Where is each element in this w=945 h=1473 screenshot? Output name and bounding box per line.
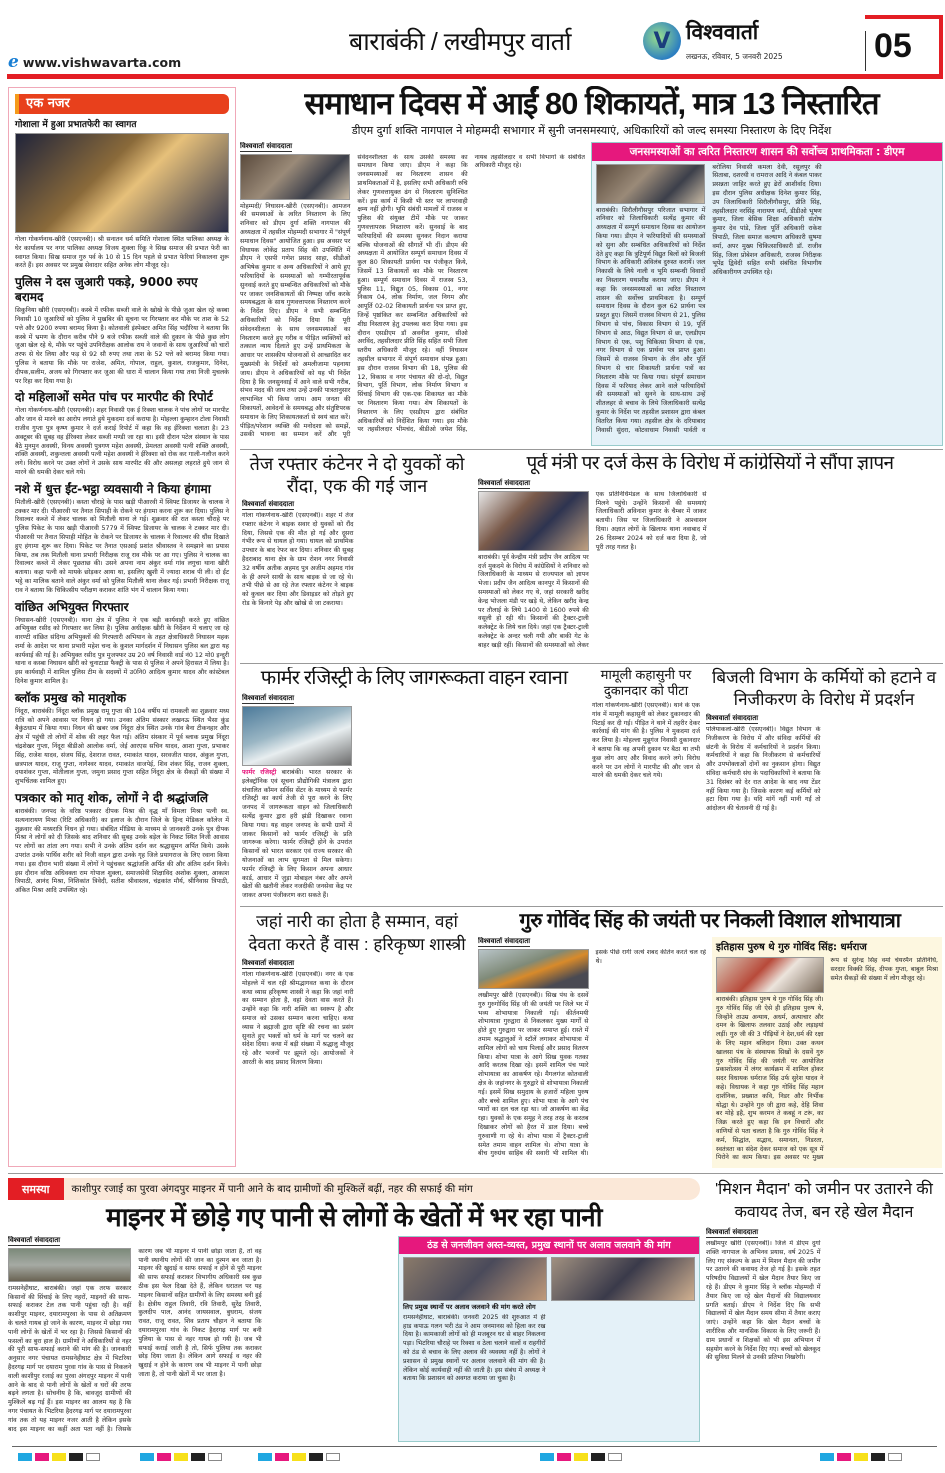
masthead <box>0 0 945 80</box>
mamuli-headline: मामूली कहासुनी पर दुकानदार को पीटा <box>600 667 692 698</box>
byline: विश्ववार्ता संवाददाता <box>242 959 295 967</box>
news-photo <box>15 133 229 233</box>
color-registration-marks <box>820 1453 902 1461</box>
row-rule <box>240 906 943 907</box>
mamuli-story <box>592 667 700 903</box>
guru-procession-photo <box>478 949 589 989</box>
main-story <box>240 142 585 446</box>
row-3 <box>242 667 942 903</box>
samasya-bar <box>8 1178 700 1200</box>
minor-body <box>8 1248 392 1442</box>
congress-body <box>478 491 942 659</box>
farmer-story <box>242 667 586 903</box>
mission-body <box>706 1240 942 1442</box>
byline: विश्ववार्ता संवाददाता <box>478 478 531 487</box>
mamuli-body <box>592 702 700 903</box>
website-url: www.vishwavarta.com <box>22 54 182 70</box>
minor-section <box>8 1178 700 1442</box>
truck-body-text: गोला गोकर्णनाथ-खीरी (एसएनबी)। शहर में तेज रफ्तार कंटेनर ने बाइक सवार दो युवकों को रौंद दिया, जिससे एक की मौत हो गई और दूसरा गंभीर रूप से घायल हो गया। घायल को प्राथमिक उपचार के बाद रेफर कर दिया। शनिवार की सुबह हैदराबाद थाना क्षेत्र के ग्राम रोशन नगर निवासी 32 वर्षीय अतीक अहमद पुत्र अजीम अहमद गांव के ही अपने साथी के साथ बाइक से जा रहे थे। तभी पीछे से आ रहे तेज रफ्तार कंटेनर ने बाइक को कुचल कर दिया और डिवाइडर को तोड़ते हुए रोड के किनारे पेड़ और खोखे से जा टकराया। <box>242 512 354 607</box>
story-title: ब्लॉक प्रमुख को मातृशोक <box>15 690 126 705</box>
left-news-column <box>8 87 236 1167</box>
story-body: मितौली-खीरी (एसएनबी)। कस्ता चौराहे के पास खड़ी पीआरवी में स्विफ्ट डिजायर के चालक ने टक्कर मार दी। पीआरवी पर तैनात सिपाही के रोकने पर हंगामा करना शुरू कर दिया। पुलिस ने रिवाल्वर कब्जे में लेकर चालक को मितौली थाना ले गई। शुक्रवार की रात कस्ता चौराहे पर पुलिस पिकेट के पास खड़ी पीआरवी 5779 में स्विफ्ट डिजायर के चालक ने टक्कर मार दी। पीआरवी पर तैनात सिपाही मोहित के रोकने पर डिजायर के चालक ने रिवाल्वर की धौंस दिखाते हुए हंगामा शुरू कर दिया। पिकेट पर तैनात एसआई प्रशांत श्रीवास्तव ने समझाने का प्रयास किया, तब तक मितौली थाना प्रभारी निरीक्षक राजू राव मौके पर आ गए। पुलिस ने चालक का रिवाल्वर कब्जे में लेकर पूछताछ की। उसने अपना नाम अंकुर वर्मा गांव लगुचा थाना खीरी बताया। कहा पत्नी को मायके छोड़कर आया था, इसलिए खुशी में ज्यादा शराब पी ली। दो ईंट भट्ठे का मालिक बताने वाले अंकुर वर्मा को पुलिस मितौली थाना लेकर गई। प्रभारी निरीक्षक राजू राव ने बताया कि चिकित्सीय परीक्षण कराकर शांति भंग में चालान किया गया। <box>15 498 229 594</box>
story-body: सिकुनिया खीरी (एसएनबी)। कस्बे में रफीक सब्जी वाले के खोखे के पीछे जुआ खेल रहे कस्बा निवासी 10 जुआरियों को पुलिस ने मुखबिर की सूचना पर गिरफ्तार कर मौके पर ताश के 52 पत्ते और 9200 रुपया बरामद किया है। कोतवाली इंस्पेक्टर अमित सिंह भदौरिया ने बताया कि कस्बे में भ्रमण के दौरान करीब पौने 9 बजे रफीक सब्जी वाले की दुकान के पीछे कुछ लोग जुआ खेल रहे थे, मौके पर पहुंचे उपनिरीक्षक आलोक राय ने जवानों के साथ जुआरियों को चारों तरफ से घेर लिया और फड़ से 92 सौ रुपए तथा ताश के 52 पत्ते को बरामद किया गया। पुलिस ने बताया कि मौके पर राजेश, अमित, गोपाल, राहुल, कुशल, राजकुमार, दिनेश, दीपक,सलीम, अजय को गिरफ्तार कर जुआ की धारा में चालान किया गया तथा निजी मुचलके पर रिहा कर दिया गया है। <box>15 307 229 385</box>
main-subhead: डीएम दुर्गा शक्ति नागपाल ने मोहम्मदी सभागार में सुनी जनसमस्याएं, अधिकारियों को जल्द समस्या निस्तारण के दिए निर्देश <box>351 123 832 137</box>
mamuli-body-text: गोला गोकर्णनाथ-खीरी (एसएनबी)। थाने के एक गांव में मामूली कहासुनी को लेकर दुकानदार की पिटाई कर दी गई। पीड़ित ने थाने में तहरीर देकर कार्रवाई की मांग की है। पुलिस ने मुकदमा दर्ज कर लिया है। मोहल्ला मुन्नूगंज निवासी दुकानदार ने बताया कि वह अपनी दुकान पर बैठा था तभी कुछ लोग आए और विवाद करने लगे। विरोध करने पर उन लोगों ने मारपीट की और जान से मारने की धमकी देकर चले गये। <box>592 702 700 780</box>
bijli-body-text: पलियाकलां-खीरी (एसएनबी)। विद्युत विभाग के निजीकरण के विरोध में और संविदा कर्मियों की छंटनी के विरोध में कर्मचारियों ने प्रदर्शन किया। कर्मचारियों ने कहा कि निजीकरण से कर्मचारियों और उपभोक्ताओं दोनों का नुकसान होगा। विद्युत संविदा कर्मचारी संघ के पदाधिकारियों ने बताया कि 31 दिसंबर को देर रात आदेश के बाद नया टेंडर नहीं किया गया है। जिसके कारण कई कर्मियों को हटा दिया गया है। यदि मांगें नहीं मानी गईं तो आंदोलन की चेतावनी दी गई है। <box>706 726 821 813</box>
bijli-story <box>706 667 942 903</box>
farmer-body-text: बाराबंकी। भारत सरकार के इलेक्ट्रॉनिक एवं सूचना प्रौद्योगिकी मंत्रालय द्वारा संचालित कॉमन सर्विस सेंटर के माध्यम से फार्मर रजिस्ट्री का कार्य तेजी से पूरा करने के लिए जनपद में जागरूकता वाहन को जिलाधिकारी सत्येंद्र कुमार द्वारा हरी झंडी दिखाकर रवाना किया गया। यह वाहन जनपद के सभी ग्रामों में जाकर किसानों को फार्मर रजिस्ट्री के प्रति जागरूक करेगा। फार्मर रजिस्ट्री होने के उपरांत किसानों को भारत सरकार एवं राज्य सरकार की योजनाओं का लाभ सुगमता से मिल सकेगा। फार्मर रजिस्ट्री के लिए किसान अपना आधार कार्ड, आधार में जुड़ा मोबाइल नंबर और अपने खेतों की खतौनी लेकर नजदीकी जनसेवा केंद्र पर जाकर अपना पंजीकरण करा सकते हैं। <box>242 769 352 900</box>
byline: विश्ववार्ता संवाददाता <box>240 141 293 150</box>
story-body: गोला गोकर्णनाथ-खीरी (एसएनबी)। शहर निवासी एक ई रिक्शा चालक ने पांच लोगों पर मारपीट और जान से मारने का आरोप लगाते हुये मुकदमा दर्ज कराया है। मोहल्ला कुम्हारन टोला निवासी राजीव गुप्ता पुत्र कृष्ण कुमार ने दर्ज कराई रिपोर्ट में कहा कि वह ईरिक्शा चलाता है। 23 अक्टूबर की सुबह वह ईरिक्शा लेकर सब्जी मण्डी जा रहा था। इसी दौरान पटेल संस्थान के पास बैठे मुनमुन अवस्थी, विनय अवस्थी पुत्रगण महेश अवस्थी, प्रेमलता अवस्थी पत्नी शक्ति अवस्थी, शक्ति अवस्थी, शकुन्तला अवस्थी पत्नी महेश अवस्थी ने ईरिक्शा को रोक कर गाली-गलौज करने लगे। विरोध करने पर उक्त लोगों ने उसके साथ मारपीट की और असलहा लहराते हुये जान से मारने की धमकी देकर चले गये। <box>15 407 230 476</box>
story-title: पत्रकार को मातृ शोक, लोगों ने दी श्रद्धांजलि <box>15 791 208 806</box>
dm-photo <box>596 164 705 204</box>
dharmraj-title: इतिहास पुरुष थे गुरु गोविंद सिंह: धर्मराज <box>716 942 867 953</box>
dharmraj-photo <box>716 957 824 993</box>
truck-story <box>242 453 472 659</box>
harikrishna-headline: जहां नारी का होता है सम्मान, वहां देवता करते हैं वास : हरिकृष्ण शास्त्री <box>248 912 466 954</box>
byline: विश्ववार्ता संवाददाता <box>8 1235 61 1244</box>
mission-story <box>706 1178 942 1442</box>
harikrishna-body-text: गोला गोकर्णनाथ-खीरी (एसएनबी)। नगर के एक मोहल्ले में चल रही श्रीमद्भागवत कथा के दौरान कथा व्यास हरिकृष्ण शास्त्री ने कहा कि जहां नारी का सम्मान होता है, वहां देवता वास करते हैं। उन्होंने कहा कि नारी शक्ति का स्वरूप है और समाज को उसका सम्मान करना चाहिए। कथा व्यास ने ब्रह्माजी द्वारा सृष्टि की रचना का प्रसंग सुनाते हुए भक्तों को धर्म के मार्ग पर चलने का संदेश दिया। कथा में बड़ी संख्या में श्रद्धालु मौजूद रहे और भजनों पर झूमते रहे। आयोजकों ने आरती के बाद प्रसाद वितरण किया। <box>242 971 354 1066</box>
print-bottom-rule <box>12 1446 937 1447</box>
byline: विश्ववार्ता संवाददाता <box>706 714 759 722</box>
farmer-headline: फार्मर रजिस्ट्री के लिए जागरूकता वाहन रवाना <box>260 667 568 689</box>
main-body-text: मोहम्मदी/ निघासन-खीरी (एसएनबी)। आमजन की समस्याओं के त्वरित निस्तारण के लिए शनिवार को डीएम दुर्गा शक्ति नागपाल की अध्यक्षता में तहसील मोहम्मदी सभागार में "संपूर्ण समाधान दिवस" आयोजित हुआ। इस अवसर पर विधायक लोकेंद्र प्रताप सिंह की उपस्थिति में डीएम ने एसपी गणेश प्रसाद साहा, सीडीओ अभिषेक कुमार व अन्य अधिकारियों ने आये हुए फरियादियों के समस्याओं को गम्भीरतापूर्वक सुनवाई करते हुए सम्बन्धित अधिकारियों को मौके पर जाकर जनशिकायतों की निष्पक्ष जाँच करके समयबद्धता के साथ गुणवत्तापरक निस्तारण करने के निर्देश दिए। डीएम ने सभी सम्बन्धित अधिकारियों को निर्देश दिया कि पूरी संवेदनशीलता के साथ जनसमस्याओं का निस्तारण करते हुए गरीब व पीड़ित व्यक्तियों को तत्काल न्याय दिलाते हुए उन्हें प्राथमिकता के आधार पर शासकीय योजनाओं से आच्छादित कर मुख्यमंत्री के निर्देशों को अमलीजामा पहनाया जाय। डीएम ने अधिकारियों को यह भी निर्देश दिया है कि जनसुनवाई में आने वाले सभी गरीब, संभव मदद की जाय तथा उन्हें उनकी पात्रतानुसार लाभान्वित भी किया जाय। आम जनता की शिकायतों, आवेदनों के समयबद्ध और संतुष्टिपरक समाधान के लिए शिकायतकर्ता से स्वयं बात करें। पीड़ित/परेशान व्यक्ति की मनोदशा को समझें, उसकी भावना का सम्मान करें और पूरी संवेदनशीलता के साथ उसकी समस्या का समाधान किया जाए। डीएम ने कहा कि जनसमस्याओं का निस्तारण शासन की प्राथमिकताओं में है, इसलिए सभी अधिकारी रुचि लेकर गुणवत्तायुक्त ढंग से निस्तारण सुनिश्चित करें। इस कार्य में किसी भी स्तर पर लापरवाही क्षम्य नहीं होगी। भूमि संबंधी मामलों में राजस्व व पुलिस की संयुक्त टीमें मौके पर जाकर गुणवत्तापरक निस्तारण करें। सुनवाई के बाद फरियादियों की समस्या सुनकर निदान कराया बल्कि योजनाओं की सौगातें भी दीं। डीएम की अध्यक्षता में आयोजित सम्पूर्ण समाधान दिवस में कुल 80 शिकायती प्रार्थना पत्र पंजीकृत किये, जिसमें 13 शिकायतों का मौके पर निस्तारण हुआ। सम्पूर्ण समाधान दिवस में राजस्व 53, पुलिस 11, विद्युत 05, विकास 01, नगर निकाय 04, लोक निर्माण, जल निगम और आपूर्ति 02-02 शिकायती प्रार्थना पत्र प्राप्त हुए, जिन्हें पृष्ठांकित कर सम्बन्धित अधिकारियों को शीघ्र निस्तारण हेतु उपलब्ध करा दिया गया। इस दौरान एसडीएम डॉ अवनीश कुमार, सीओ अरविंद, तहसीलदार प्रीति सिंह सहित सभी जिला स्तरीय अधिकारी मौजूद रहे। वहीं निघासन तहसील सभागार में संपूर्ण समाधान संपन्न हुआ। इस दौरान राजस्व विभाग की 18, पुलिस की 12, विकास व नगर पंचायत की दो-दो, विद्युत विभाग, पूर्ति विभाग, लोक निर्माण विभाग व सिंचाई विभाग की एक-एक शिकायत का मौके पर निस्तारण किया गया। शेष शिकायतों के निस्तारण के लिए एसडीएम द्वारा संबंधित अधिकारियों को निर्देशित किया गया। इस मौके पर तहसीलदार भीमचंद, बीडीओ जयेश सिंह, नायब तहसीलदार व सभी विभागों के संबंधित अधिकारी मौजूद रहे। <box>240 153 585 439</box>
main-section <box>240 86 943 446</box>
section-title: बाराबंकी / लखीमपुर वार्ता <box>348 28 572 56</box>
story-body: गोला गोकर्णनाथ-खीरी (एसएनबी)। श्री सनातन धर्म समिति गोशाला स्थित पालिका अध्यक्ष के घेर कार्यालय पर नगर पालिका अध्यक्ष विजय शुक्ला रिंकू ने सिख समाज की प्रभात फेरी का स्वागत किया। सिख समाज गुरु पर्व के 10 से 15 दिन पहले से प्रभात फेरियां निकालना शुरू करते हैं। इस अवसर पर प्रमुख सेवादार सहित अनेक लोग मौजूद रहे। <box>15 236 229 270</box>
thand-photo-1 <box>403 1257 547 1301</box>
guru-body-text: लखीमपुर खीरी (एसएनबी)। सिख पंथ के दसवें गुरु गुरुगोविंद सिंह जी की जयंती पर जिले भर में भव्य शोभायात्रा निकाली गई। कीर्तनमयी शोभायात्रा गुरुद्वारा से निकलकर मुख्य मार्गों से होते हुए गुरुद्वारा पर जाकर समाप्त हुई। रास्ते में तमाम श्रद्धालुओं ने स्टॉलें लगाकर शोभायात्रा में शामिल लोगों को चाय पिलाई और प्रसाद वितरण किया। शोभा यात्रा के आगे सिख युवक गतका आदि करतब दिखा रहे। इसमें शामिल पंच प्यारे शोभायात्रा का आकर्षण रहे। मैगलगंज कोतवाली क्षेत्र के जहांनगर के गुरुद्वारे से शोभायात्रा निकाली गई। इसमें सिख समुदाय के हजारों महिला पुरुष और बच्चे शामिल हुए। शोभा यात्रा के आगे पंच प्यारों का दल चल रहा था। जो आकर्षण का केंद्र रहा। युवकों के एक समूह ने तरह तरह के करतब दिखाकर लोगों को हैरत में डाल दिया। बच्चे गुरुवाणी गा रहे थे। शोभा यात्रा में ट्रैक्टर-ट्राली समेत तमाम वाहन शामिल थे। शोभा यात्रा के बीच गुरुग्रंथ साहिब की सवारी भी शामिल थी। इसके पीछे रागी जत्थे शबद कीर्तन करते चल रहे थे। <box>478 949 706 1158</box>
farmer-photo <box>242 706 352 766</box>
byline: विश्ववार्ता संवाददाता <box>242 694 295 702</box>
page-number: 05 <box>874 27 912 65</box>
story-title: गोशाला में हुआ प्रभातफेरी का स्वागत <box>15 120 137 130</box>
dm-box-body-text: बाराबंकी। सिरौलीगौसपुर परिजात सभागार में शनिवार को जिलाधिकारी सत्येंद्र कुमार की अध्यक्षता में सम्पूर्ण समाधान दिवस का आयोजन किया गया। डीएम ने फरियादियों की समस्याओं को सुना और सम्बंधित अधिकारियों को निर्देश देते हुए कहा कि त्रुटिपूर्ण विद्युत बिलों को बिजली विभाग के अधिकारी अविलंब दुरुस्त करायें। जल निकासी के लिये नाली व भूमि सम्बन्धी विवादों का निस्तारण यथाशीघ्र कराया जाए। डीएम ने कहा कि जनसमस्याओं का त्वरित निस्तारण शासन की सर्वोच्च प्राथमिकता है। सम्पूर्ण समाधान दिवस के दौरान कुल 62 प्रार्थना पत्र प्रस्तुत हुए। जिसमें राजस्व विभाग से 21, पुलिस विभाग से पांच, विकास विभाग से 19, पूर्ति विभाग से आठ, विद्युत विभाग से छः, एलडीएम विभाग से एक, पशु चिकित्सा विभाग से एक, नगर विभाग से एक प्रार्थना पत्र प्राप्त हुआ। जिसमें से राजस्व विभाग के तीन और पूर्ति विभाग से चार शिकायती प्रार्थना पत्रों का निस्तारण मौके पर किया गया। संपूर्ण समाधान दिवस में फरियाद लेकर आने वाले फरियादियों की समस्याओं को सुनने के साथ-साथ उन्हें शीतलहर से बचाव के लिये जिलाधिकारी सत्येंद्र कुमार के निर्देश पर तहसील प्रशासन द्वारा कंबल वितरित किया गया। तहसील क्षेत्र के दरियाबाद निवासी सुंदरा, कोटवाधाम निवासी पार्वती व बरोलिया निवासी कमला देवी, रसूलपुर की सिताबा, दशरथी व रामराज आदि ने कंबल पाकर प्रसन्नता जाहिर करते हुए ढेरों आशीर्वाद दिया। इस दौरान पुलिस अधीक्षक दिनेश कुमार सिंह, उप जिलाधिकारी सिरौलीगौसपुर, प्रीति सिंह, तहसीलदार नरसिंह नारायण वर्मा, डीडीओ भूषण कुमार, जिला बेसिक शिक्षा अधिकारी संतोष कुमार देव पांडे, जिला पूर्ति अधिकारी राकेश त्रिपाठी, जिला समाज कल्याण अधिकारी सुषमा वर्मा, अपर मुख्य चिकित्साधिकारी डॉ. राजीव सिंह, जिला प्रोबेशन अधिकारी, राजस्व निरीक्षक भूपेंद्र द्विवेदी सहित सभी संबंधित विभागीय अधिकारीगण उपस्थित रहे। <box>596 163 822 434</box>
thand-caption: लिए प्रमुख स्थानों पर अलाव जलवाने की मांग करते लोग <box>403 1302 536 1311</box>
color-registration-marks <box>258 1453 340 1461</box>
brand-name: विश्ववार्ता <box>686 20 759 44</box>
byline: विश्ववार्ता संवाददाता <box>706 1228 759 1236</box>
story-body: निघासन-खीरी (एसएनबी)। थाना क्षेत्र में पुलिस ने एक बड़ी कार्यवाही करते हुए वांछित अभियुक्त रसीद को गिरफ्तार कर लिया है। पुलिस अधीक्षक खीरी के निर्देशन में चलाए जा रहे वारण्टी वांछित संदिग्ध अभियुक्तों की गिरफ्तारी अभियान के तहत क्षेत्राधिकारी निघासन महक शर्मा के आदेश पर थाना प्रभारी महेश चन्द के कुशल मार्गदर्शन में निघासन पुलिस बल द्वारा यह कार्यवाई की गई है। अभियुक्त रसीद पुत्र मुजफ्फर उम्र 20 वर्ष निवासी वार्ड नं0 12 मो0 इन्दुरी थाना व कस्बा निघासन खीरी को चुनाटाडा फैक्ट्री के पास से पुलिस ने अपने हिरासत में लिया है। इस कार्यवाही में शामिल पुलिस टीम के सदस्यों में उ0नि0 आदित्य कुमार यादव और कांस्टेबल दिनेश कुमार शामिल है। <box>15 616 229 686</box>
row-rule <box>240 449 943 450</box>
mission-body-text: लखीमपुर खीरी (एसएनबी)। जिले में डीएम दुर्गा शक्ति नागपाल के अभिनव प्रयास, वर्ष 2025 में लिए गए संकल्प के क्रम में मिशन मैदान की जमीन पर उतारने की कवायद तेज हो गई है। इसके तहत परिषदीय विद्यालयों में खेल मैदान तैयार किए जा रहे हैं। डीएम ने कुमार सिंह ने ब्लॉक मोहम्मदी में तैयार किए जा रहे खेल मैदानों की विद्यालयवार प्रगति बताई। डीएम ने निर्देश दिए कि सभी विद्यालयों में खेल मैदान समय सीमा में तैयार कराए जाएं। उन्होंने कहा कि खेल मैदान बच्चों के शारीरिक और मानसिक विकास के लिए जरूरी हैं। ग्राम प्रधानों व शिक्षकों को भी इस अभियान में सहयोग करने के निर्देश दिए गए। बच्चों को खेलकूद की सुविधा मिलने से उनकी प्रतिभा निखरेगी। <box>706 1240 821 1362</box>
dm-box-body <box>592 161 942 445</box>
main-body <box>240 154 585 446</box>
bijli-body <box>706 726 942 903</box>
dharmraj-body-text: बाराबंकी। इतिहास पुरुष थे गुरु गोविंद सिंह जी। गुरु गोविंद सिंह जी ऐसे ही इतिहास पुरुष थे, जिन्होंने ताउम्र अन्याय, अधर्म, अत्याचार और दमन के खिलाफ तलवार उठाई और लड़ाइयां लड़ीं। गुरु जी की 3 पीढ़ियों ने देश,धर्म की रक्षा के लिए महान बलिदान दिया। उक्त कथन खालसा पंथ के संस्थापक सिखों के दसवें गुरु गुरु गोविंद सिंह की जयंती पर आयोजित प्रकाशोत्सव में लंगर कार्यक्रम में शामिल होकर सदर विधायक धर्मराज सिंह उर्फ सुरेश यादव ने कहे। विधायक ने कहा गुरु गोविंद सिंह महान दार्शनिक, प्रख्यात कवि, निडर और निर्भीक योद्धा थे। उन्होंने गुरु जी द्वारा कहे, देहि शिवा बर मोहे इहै, शुभ करमन ते कबहूं न टरूं, का जिक्र करते हुए कहा कि इन विचारों और वाणियों से पता चलता है कि गुरु गोविंद सिंह ने कर्म, सिद्धांत, सद्भाव, समानता, निडरता, स्वतंत्रता का संदेश देकर समाज को एक सूत्र में पिरोने का काम किया। इस अवसर पर मुख्य रूप से सुरेन्द्र सिंह वर्मा चेयरमैन प्रतिनिधि, सरदार विक्की सिंह, दीपक गुप्ता, बाबुल मिश्रा समेत सैकड़ों की संख्या में लोग मौजूद रहे। <box>716 957 938 1162</box>
website-link[interactable] <box>8 52 181 72</box>
minor-headline: माइनर में छोड़े गए पानी से लोगों के खेतों में भर रहा पानी <box>106 1202 602 1232</box>
color-registration-marks <box>540 1453 622 1461</box>
thand-title: ठंड से जनजीवन अस्त-व्यस्त, प्रमुख स्थानों पर अलाव जलवाने की मांग <box>399 1237 699 1254</box>
guru-headline: गुरु गोविंद सिंह की जयंती पर निकली विशाल शोभायात्रा <box>519 910 901 932</box>
dharmraj-box <box>712 937 942 1168</box>
story-body: बाराबंकी। जनपद के वरिष्ठ पत्रकार दीपक मिश्रा की वृद्ध माँ विमला मिश्रा पत्नी स्व. सत्यनारायण मिश्रा (रिटि अधिकारी) का इलाज के दौरान जिले के हिन्द मेडिकल कॉलेज में शुक्रवार की मध्यरात्रि निधन हो गया। संबंधित मीडिया के माध्यम से जानकारी उनके पुत्र दीपक मिश्रा ने लोगों को दी जिसके बाद शनिवार की सुबह उनके बड़ेल के निकट स्थित निजी आवास पर लोगों का तांता लग गया। सभी ने उनके अंतिम दर्शन कर श्रद्धासुमन अर्पित किये। उसके उपरांत उनके पार्थिव शरीर को निजी वाहन द्वारा उनके गृह जिले प्रयागराज के लिए रवाना किया गया। इस दौरान भारी संख्या में लोगों ने पहुंचकर श्रद्धांजलि अर्पित की और अंतिम दर्शन किये। इस दौरान वरिष्ठ अधिवक्ता राम गोपाल शुक्ला, समाजसेवी शिक्षाविद अशोक शुक्ला, आकाश त्रिपाठी, आनंद मिश्रा, निशिकांत त्रिवेदी, सतीश श्रीवास्तव, चंद्रकांत मौर्य, श्रीनिवास त्रिपाठी, अंकित मिश्रा आदि उपस्थित रहे। <box>15 808 229 895</box>
minor-photo <box>8 1248 131 1282</box>
minor-body-text: रामसनेहीघाट, बाराबंकी। जहां एक तरफ सरकार किसानों की सिंचाई के लिए नहरों, माइनरों की साफ-सफाई कराकर टेल तक पानी पहुंचा रही है। वहीं काशीपुर माइनर, दयारामपुरवा के पास से अतिक्रमण के चलते गायब हो जाने के कारण, माइनर में छोड़ा गया पानी लोगों के खेतों में भर रहा है। जिससे किसानों की फसलों का बुरा हाल है। ग्रामीणों ने अधिकारियों से नहर की पूरी साफ-सफाई कराने की मांग की है। जानकारी अनुसार नगर पंचायत रामसनेहीघाट क्षेत्र में भिटरिया हैदरगढ़ मार्ग पर दयाराम पुरवा गांव के पास से निकलने वाली काशीपुर रजाई का पुरवा अंगदपुर माइनर में पानी आने के बाद से पानी लोगों के खेतों व घरों की तरफ बढ़ने लगता है। सोचनीय है कि, बावजूद ग्रामीणों की मुश्किलें बढ़ गई हैं। इस माइनर का आलम यह है कि नगर पंचायत के भिटरिया हैदरगढ़ मार्ग पर दयारामपुरवा गांव तक तो यह माइनर नजर आती है लेकिन इसके बाद इस माइनर का कहीं अता पता नहीं है। जिसके कारण जब भी माइनर में पानी छोड़ा जाता है, तो वह पानी स्थानीय लोगों की जान का दुश्मन बन जाता है। माइनर की खुदाई व साफ सफाई न होने से पूरी माइनर की साफ सफाई कराकर विभागीय अधिकारी सब कुछ ठीक इस फेल दिखा देते हैं, लेकिन धरातल पर यह माइनर किसानों सहित ग्रामीणों के लिए समस्या बनी हुई है। क्षेत्रीय राहुल तिवारी, रवि तिवारी, सुरेंद्र तिवारी, कुलदीप पाल, आनंद जायसवाल, बुधराम, संजय रावत, राजू रावत, शिव प्रताप चौहान ने बताया कि दयारामपुरवा गांव के निकट हैदरगढ़ मार्ग पर बनी पुलिया के पास से नहर गायब हो गयी है। जब भी सफाई कराई जाती है तो, सिर्फ पुलिया तक कराकर छोड़ दिया जाता है। लेकिन आगे सफाई व नहर की खुदाई न होने के कारण जब भी माइनर में पानी छोड़ा जाता है, तो पानी खेतों में भर जाता है। <box>8 1247 262 1433</box>
mission-headline: 'मिशन मैदान' को जमीन पर उतारने की कवायद तेज, बन रहे खेल मैदान <box>715 1181 933 1221</box>
truck-body <box>242 512 472 659</box>
header-rule <box>7 74 943 79</box>
truck-headline: तेज रफ्तार कंटेनर ने दो युवकों को रौंदा, एक की गई जान <box>249 454 465 496</box>
thand-body <box>399 1314 699 1441</box>
congress-headline: पूर्व मंत्री पर दर्ज केस के विरोध में कांग्रेसियों ने सौंपा ज्ञापन <box>526 453 894 474</box>
story-title: नशे में धुत्त ईंट-भट्ठा व्यवसायी ने किया हंगामा <box>15 481 211 496</box>
congress-body-text: बाराबंकी। पूर्व केन्द्रीय मंत्री प्रदीप जैन आदित्य पर दर्ज मुकदमे के विरोध में कांग्रेसियों ने शनिवार को जिलाधिकारी के माध्यम से राज्यपाल को ज्ञापन भेजा। प्रदीप जैन आदित्य कानपुर में किसानों की समस्याओं को लेकर गए थे, जहां सरकारी खरीद केन्द्र भोजला मंडी पर खड़े थे, लेकिन खरीद केन्द्र पर तौलाई के लिये 1400 से 1600 रुपये की वसूली हो रही थी। किसानों की ट्रैक्टर-ट्राली कलेक्ट्रेट के लिये चल दिये। जहां एक ट्रैक्टर-ट्राली कलेक्ट्रेट के अन्दर चली गयी और बाकी गेट के बाहर खड़ी रहीं। किसानों की समस्याओं को लेकर एक प्रतिनिधिमंडल के साथ जिलाधिकारी से मिलने पहुंचे। उन्होंने किसानों की समस्याएं जिलाधिकारी अविनाश कुमार के चैम्बर में जाकर बतायी। जिस पर जिलाधिकारी ने आश्वासन दिया। अज्ञात लोगों के खिलाफ थाना नवाबाद में 26 दिसम्बर 2024 को दर्ज करा दिया है, जो पूरी तरह गलत है। <box>478 490 707 649</box>
minor-story <box>8 1236 392 1442</box>
bijli-headline: बिजली विभाग के कर्मियों को हटाने व निजीकरण के विरोध में प्रदर्शन <box>711 668 937 709</box>
congress-story <box>478 453 942 659</box>
bottom-rule <box>8 1173 943 1174</box>
thand-photo-2 <box>551 1257 695 1301</box>
story-title: वांछित अभियुक्त गिरफ्तार <box>15 599 129 614</box>
harikrishna-body <box>242 971 472 1168</box>
dharmraj-body <box>716 957 938 1164</box>
main-headline: समाधान दिवस में आईं 80 शिकायतें, मात्र 13 निस्तारित <box>304 86 879 121</box>
guru-section <box>478 910 942 1168</box>
thand-body-text: रामसनेहीघाट, बाराबंकी। जनवरी 2025 की शुरुआत में ही हाड कपाऊ गलन भरी ठंड ने आम जनमानस को हिला कर रख दिया है। कामकाजी लोगों को ही मजबूरन घर से बाहर निकलना पड़ा। भिटरिया चौराहे पर रिक्शा व ठेला चलाने वालों व राहगीरों को ठंड से बचाव के लिए अलाव की व्यवस्था नहीं है। लोगों ने प्रशासन से प्रमुख स्थानों पर अलाव जलवाने की मांग की है। लेकिन कोई कार्यवाही नहीं की जाती है। इस संबंध में अध्यक्ष ने बताया कि प्रशासन को अवगत कराया जा चुका है। <box>403 1313 546 1383</box>
story-body: निंदूरा, बाराबंकी। निंदूरा ब्लॉक प्रमुख रामू गुप्ता की 104 वर्षीय मां रामकली का शुक्रवार मध्य रात्रि को अपने आवास पर निधन हो गया। उनका अंतिम संस्कार लखनऊ स्थित भैसा कुंड बैकुंठधाम में किया गया। निधन की खबर जब निंदूरा क्षेत्र स्थित उनके गांव बैना टीकनहार और क्षेत्र में पहुंची तो लोगों में शोक की लहर फैल गई। अंतिम संस्कार में पूर्व ब्लाक प्रमुख निंदूरा चंद्रशेखर गुप्ता, निंदूरा बीडीओ आलोक वर्मा, जेई आरएस सचिन यादव, आशा गुप्ता, प्रभाकर सिंह, राजेश यादव, संजय सिंह, देशराज रावत, रमाकांत यादव, सरवजीत यादव, अंकुल गुप्ता, छत्रपाल यादव, राजू गुप्ता, नागेश्वर यादव, रमाकांत वाजपेई, शिव शंकर सिंह, राजन शुक्ला, दयाशंकर गुप्ता, मोतीलाल गुप्ता, जमुना प्रसाद गुप्ता सहित निंदूरा क्षेत्र के सैकड़ों की संख्या में शुभचिंतक शामिल हुए। <box>15 707 229 786</box>
story-title: पुलिस ने दस जुआरी पकड़े, 9000 रुपए बरामद <box>15 275 198 305</box>
dm-box-title: जनसमस्याओं का त्वरित निस्तारण शासन की सर्वोच्च प्राथमिकता : डीएम <box>592 143 942 161</box>
main-photo <box>240 154 350 200</box>
byline: विश्ववार्ता संवाददाता <box>478 937 531 945</box>
row-2 <box>242 453 942 659</box>
ek-nazar-label: एक नजर <box>15 94 229 114</box>
browser-e-icon: e <box>8 52 19 72</box>
row-4 <box>242 910 942 1168</box>
color-registration-marks <box>18 1453 100 1461</box>
byline: विश्ववार्ता संवाददाता <box>242 500 295 508</box>
story-title: दो महिलाओं समेत पांच पर मारपीट की रिपोर्ट <box>15 390 213 405</box>
congress-photo <box>478 491 589 551</box>
row-rule <box>240 663 943 664</box>
samasya-tag: समस्या <box>8 1178 64 1200</box>
guru-story <box>478 937 706 1168</box>
farmer-body <box>242 706 586 903</box>
page-number-box <box>865 15 943 75</box>
farmer-highlight: फार्मर रजिस्ट्री <box>242 769 277 776</box>
dateline: लखनऊ, रविवार, 5 जनवरी 2025 <box>686 52 783 61</box>
dm-box <box>591 142 943 446</box>
thand-box <box>398 1236 700 1442</box>
minor-kicker: काशीपुर रजाई का पुरवा अंगदपुर माइनर में पानी आने के बाद ग्रामीणों की मुश्किलें बढ़ीं, नहर की सफाई की मांग <box>71 1183 473 1195</box>
guru-body <box>478 949 706 1168</box>
color-registration-marks <box>140 1453 222 1461</box>
brand-logo-icon: V <box>643 22 681 60</box>
harikrishna-story <box>242 910 472 1168</box>
